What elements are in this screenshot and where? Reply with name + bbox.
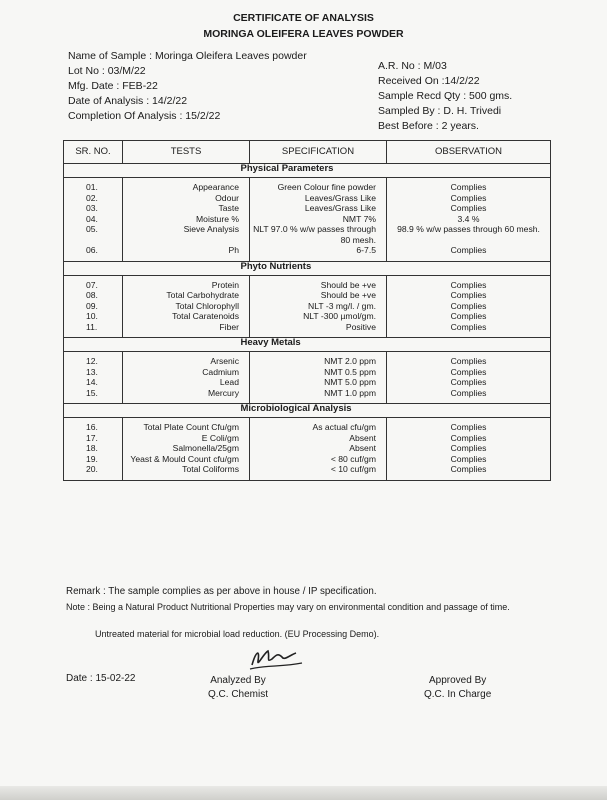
- table-row: [64, 203, 551, 214]
- cell-sr-no: 19.: [64, 454, 123, 465]
- receipt-details: [378, 59, 512, 134]
- table-row: [64, 290, 551, 301]
- table-row: [64, 377, 551, 388]
- section-spacer: [64, 164, 123, 178]
- ar-number: A.R. No : M/03: [378, 60, 447, 72]
- table-row: [64, 367, 551, 378]
- cell-test: Fiber: [123, 322, 250, 338]
- cell-test: Protein: [123, 275, 250, 290]
- cell-observation: Complies: [387, 464, 551, 480]
- cell-observation: Complies: [387, 301, 551, 312]
- table-row: [64, 464, 551, 480]
- cell-observation: Complies: [387, 388, 551, 404]
- cell-sr-no: 11.: [64, 322, 123, 338]
- cell-observation: Complies: [387, 193, 551, 204]
- cell-specification: NLT 97.0 % w/w passes through 80 mesh.: [250, 224, 387, 245]
- table-row: [64, 443, 551, 454]
- cell-sr-no: 12.: [64, 352, 123, 367]
- cell-observation: Complies: [387, 454, 551, 465]
- section-header-row: [64, 164, 551, 178]
- cell-specification: < 80 cuf/gm: [250, 454, 387, 465]
- cell-specification: Leaves/Grass Like: [250, 193, 387, 204]
- analyzed-by-role: Q.C. Chemist: [208, 689, 269, 700]
- cell-specification: Should be +ve: [250, 290, 387, 301]
- cell-observation: Complies: [387, 433, 551, 444]
- cell-specification: Leaves/Grass Like: [250, 203, 387, 214]
- table-row: [64, 322, 551, 338]
- cell-sr-no: 07.: [64, 275, 123, 290]
- section-title: Heavy Metals: [123, 338, 551, 352]
- cell-sr-no: 08.: [64, 290, 123, 301]
- table-row: [64, 275, 551, 290]
- mfg-date: Mfg. Date : FEB-22: [68, 80, 158, 92]
- table-row: [64, 178, 551, 193]
- table-row: [64, 193, 551, 204]
- approved-by-block: [424, 674, 491, 702]
- cell-sr-no: 04.: [64, 214, 123, 225]
- cell-sr-no: 06.: [64, 245, 123, 261]
- cell-observation: Complies: [387, 275, 551, 290]
- table-row: [64, 418, 551, 433]
- cell-test: Total Caratenoids: [123, 311, 250, 322]
- cell-specification: NMT 5.0 ppm: [250, 377, 387, 388]
- lot-number: Lot No : 03/M/22: [68, 65, 146, 77]
- cell-specification: Absent: [250, 433, 387, 444]
- cell-specification: NLT -3 mg/l. / gm.: [250, 301, 387, 312]
- section-title: Physical Parameters: [123, 164, 551, 178]
- table-row: [64, 433, 551, 444]
- cell-observation: Complies: [387, 352, 551, 367]
- section-header-row: [64, 261, 551, 275]
- cell-observation: 98.9 % w/w passes through 60 mesh.: [387, 224, 551, 245]
- section-spacer: [64, 338, 123, 352]
- cell-test: Total Chlorophyll: [123, 301, 250, 312]
- cell-observation: Complies: [387, 443, 551, 454]
- cell-test: Arsenic: [123, 352, 250, 367]
- completion-date: Completion Of Analysis : 15/2/22: [68, 110, 221, 122]
- sample-name: Name of Sample : Moringa Oleifera Leaves powder: [68, 50, 307, 62]
- cell-observation: Complies: [387, 367, 551, 378]
- cell-sr-no: 10.: [64, 311, 123, 322]
- received-on: Received On :14/2/22: [378, 75, 480, 87]
- section-header-row: [64, 338, 551, 352]
- footer-date: Date : 15-02-22: [66, 673, 136, 684]
- cell-sr-no: 01.: [64, 178, 123, 193]
- cell-specification: NMT 2.0 ppm: [250, 352, 387, 367]
- cell-test: Yeast & Mould Count cfu/gm: [123, 454, 250, 465]
- cell-sr-no: 20.: [64, 464, 123, 480]
- cell-specification: NMT 0.5 ppm: [250, 367, 387, 378]
- untreated-note: Untreated material for microbial load reduction. (EU Processing Demo).: [95, 629, 380, 639]
- cell-test: Cadmium: [123, 367, 250, 378]
- product-title: MORINGA OLEIFERA LEAVES POWDER: [203, 28, 404, 40]
- cell-observation: Complies: [387, 311, 551, 322]
- cell-observation: Complies: [387, 178, 551, 193]
- table-row: [64, 245, 551, 261]
- col-sr-no: SR. NO.: [64, 141, 123, 164]
- document-title: CERTIFICATE OF ANALYSIS: [233, 12, 374, 24]
- cell-observation: Complies: [387, 245, 551, 261]
- cell-specification: Green Colour fine powder: [250, 178, 387, 193]
- analyzed-by-label: Analyzed By: [210, 675, 266, 686]
- signature-mark: [246, 645, 306, 673]
- cell-specification: NLT -300 µmol/gm.: [250, 311, 387, 322]
- cell-sr-no: 03.: [64, 203, 123, 214]
- cell-sr-no: 15.: [64, 388, 123, 404]
- cell-test: Total Plate Count Cfu/gm: [123, 418, 250, 433]
- cell-sr-no: 02.: [64, 193, 123, 204]
- table-row: [64, 224, 551, 245]
- cell-sr-no: 09.: [64, 301, 123, 312]
- table-row: [64, 388, 551, 404]
- best-before: Best Before : 2 years.: [378, 120, 479, 132]
- cell-test: Mercury: [123, 388, 250, 404]
- cell-sr-no: 18.: [64, 443, 123, 454]
- col-tests: TESTS: [123, 141, 250, 164]
- cell-specification: < 10 cuf/gm: [250, 464, 387, 480]
- cell-test: Moisture %: [123, 214, 250, 225]
- cell-test: Total Carbohydrate: [123, 290, 250, 301]
- cell-test: Odour: [123, 193, 250, 204]
- cell-specification: NMT 7%: [250, 214, 387, 225]
- cell-sr-no: 16.: [64, 418, 123, 433]
- table-row: [64, 454, 551, 465]
- cell-test: Appearance: [123, 178, 250, 193]
- table-header-row: [64, 141, 551, 164]
- cell-observation: Complies: [387, 418, 551, 433]
- cell-sr-no: 13.: [64, 367, 123, 378]
- table-row: [64, 311, 551, 322]
- cell-observation: Complies: [387, 377, 551, 388]
- cell-specification: Positive: [250, 322, 387, 338]
- cell-specification: 6-7.5: [250, 245, 387, 261]
- cell-observation: Complies: [387, 203, 551, 214]
- cell-sr-no: 14.: [64, 377, 123, 388]
- note: Note : Being a Natural Product Nutritional Properties may vary on environmental condition and passage of time.: [66, 602, 510, 612]
- cell-specification: As actual cfu/gm: [250, 418, 387, 433]
- cell-observation: Complies: [387, 322, 551, 338]
- section-spacer: [64, 261, 123, 275]
- col-observation: OBSERVATION: [387, 141, 551, 164]
- cell-observation: Complies: [387, 290, 551, 301]
- section-header-row: [64, 404, 551, 418]
- analyzed-by-block: [208, 674, 268, 702]
- cell-test: Total Coliforms: [123, 464, 250, 480]
- table-row: [64, 301, 551, 312]
- cell-specification: NMT 1.0 ppm: [250, 388, 387, 404]
- approved-by-label: Approved By: [429, 675, 487, 686]
- table-row: [64, 352, 551, 367]
- section-spacer: [64, 404, 123, 418]
- cell-sr-no: 05.: [64, 224, 123, 245]
- cell-specification: Absent: [250, 443, 387, 454]
- table-row: [64, 214, 551, 225]
- approved-by-role: Q.C. In Charge: [424, 689, 492, 700]
- sample-details: [68, 49, 307, 124]
- cell-test: E Coli/gm: [123, 433, 250, 444]
- sampled-by: Sampled By : D. H. Trivedi: [378, 105, 502, 117]
- cell-specification: Should be +ve: [250, 275, 387, 290]
- cell-test: Salmonella/25gm: [123, 443, 250, 454]
- analysis-date: Date of Analysis : 14/2/22: [68, 95, 188, 107]
- section-title: Microbiological Analysis: [123, 404, 551, 418]
- col-specification: SPECIFICATION: [250, 141, 387, 164]
- section-title: Phyto Nutrients: [123, 261, 551, 275]
- cell-test: Taste: [123, 203, 250, 214]
- cell-observation: 3.4 %: [387, 214, 551, 225]
- cell-test: Sieve Analysis: [123, 224, 250, 245]
- analysis-table: [63, 140, 551, 481]
- cell-test: Ph: [123, 245, 250, 261]
- cell-sr-no: 17.: [64, 433, 123, 444]
- cell-test: Lead: [123, 377, 250, 388]
- sample-qty: Sample Recd Qty : 500 gms.: [378, 90, 513, 102]
- remark: Remark : The sample complies as per above in house / IP specification.: [66, 586, 377, 597]
